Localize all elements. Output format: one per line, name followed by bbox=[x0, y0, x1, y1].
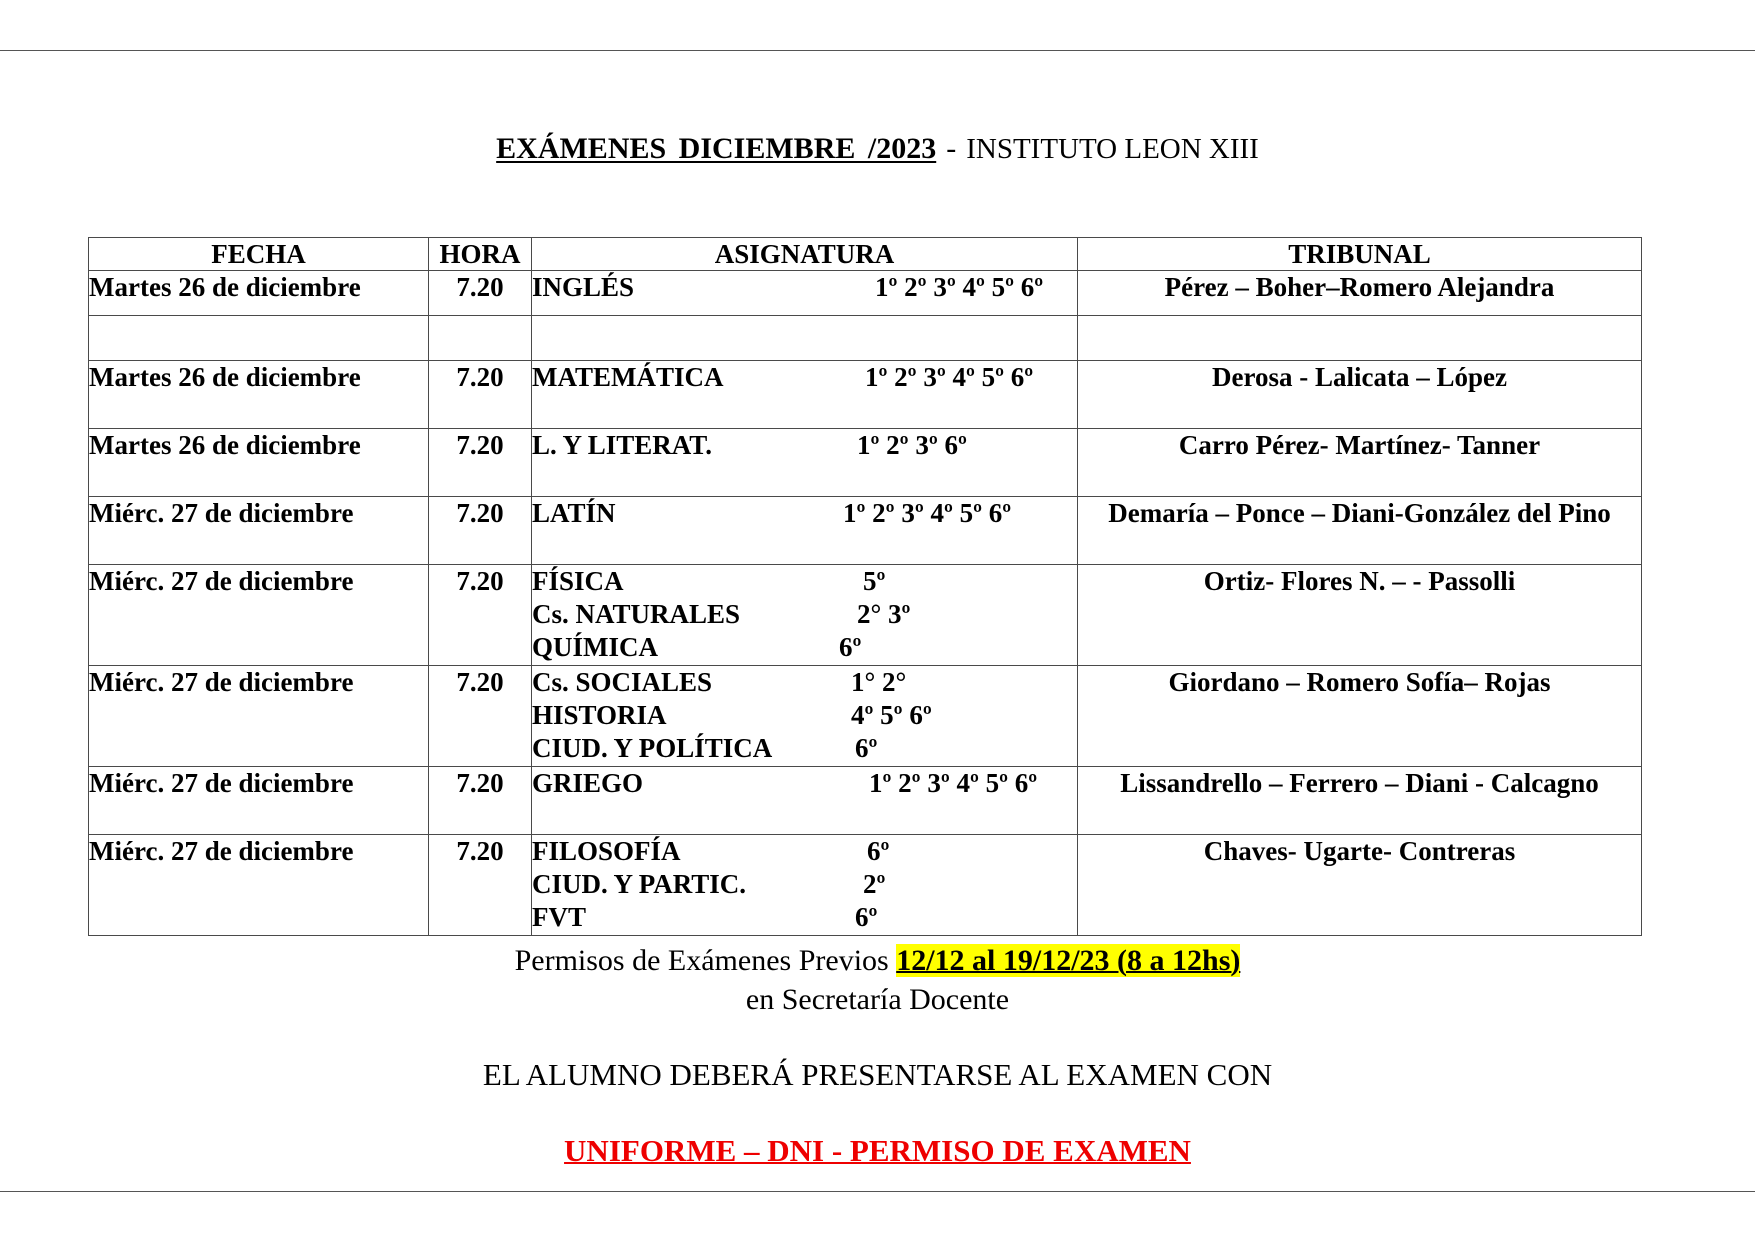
cell-hora: 7.20 bbox=[429, 271, 532, 316]
permits-location: en Secretaría Docente bbox=[745, 983, 1010, 1016]
subject-name: QUÍMICA bbox=[532, 632, 658, 662]
table-row bbox=[89, 497, 1642, 565]
top-rule bbox=[0, 50, 1755, 51]
institute-name: INSTITUTO LEON XIII bbox=[966, 133, 1259, 165]
cell-asignatura bbox=[532, 497, 1078, 565]
header-fecha: FECHA bbox=[89, 238, 429, 271]
cell-asignatura bbox=[532, 835, 1078, 936]
subject-years: 6º bbox=[839, 632, 862, 662]
subject-line bbox=[532, 271, 1077, 304]
subject-name: HISTORIA bbox=[532, 700, 667, 730]
cell-tribunal: Chaves- Ugarte- Contreras bbox=[1078, 835, 1642, 936]
cell-tribunal bbox=[1078, 316, 1642, 361]
table-row bbox=[89, 429, 1642, 497]
student-notice: EL ALUMNO DEBERÁ PRESENTARSE AL EXAMEN CON bbox=[482, 1057, 1273, 1092]
table-row bbox=[89, 565, 1642, 666]
subject-line bbox=[532, 666, 1077, 699]
subject-years: 6º bbox=[855, 733, 878, 763]
subject-line bbox=[532, 901, 1077, 934]
subject-years: 1º 2º 3º 6º bbox=[857, 430, 967, 460]
subject-line bbox=[532, 835, 1077, 868]
subject-name: INGLÉS bbox=[532, 272, 635, 302]
cell-hora: 7.20 bbox=[429, 767, 532, 835]
subject-years: 4º 5º 6º bbox=[851, 700, 932, 730]
cell-hora bbox=[429, 316, 532, 361]
cell-fecha: Miérc. 27 de diciembre bbox=[89, 767, 429, 835]
table-row bbox=[89, 271, 1642, 316]
cell-hora: 7.20 bbox=[429, 835, 532, 936]
subject-name: LATÍN bbox=[532, 498, 616, 528]
subject-line bbox=[532, 732, 1077, 765]
subject-name: FÍSICA bbox=[532, 566, 624, 596]
table-body bbox=[89, 271, 1642, 936]
cell-asignatura bbox=[532, 565, 1078, 666]
table-header-row bbox=[89, 238, 1642, 271]
subject-line bbox=[532, 868, 1077, 901]
subject-years: 2° 3º bbox=[857, 599, 911, 629]
title-main: EXÁMENES DICIEMBRE /2023 bbox=[496, 132, 937, 165]
cell-tribunal: Demaría – Ponce – Diani-González del Pino bbox=[1078, 497, 1642, 565]
subject-name: FILOSOFÍA bbox=[532, 836, 681, 866]
subject-years: 6º bbox=[855, 902, 878, 932]
subject-line bbox=[532, 565, 1077, 598]
table-row bbox=[89, 361, 1642, 429]
subject-line bbox=[532, 767, 1077, 800]
cell-asignatura bbox=[532, 429, 1078, 497]
cell-fecha: Miérc. 27 de diciembre bbox=[89, 565, 429, 666]
cell-fecha: Martes 26 de diciembre bbox=[89, 361, 429, 429]
table-row bbox=[89, 835, 1642, 936]
permits-text: Permisos de Exámenes Previos bbox=[514, 944, 889, 977]
subject-years: 1° 2° bbox=[851, 667, 907, 697]
cell-fecha: Martes 26 de diciembre bbox=[89, 429, 429, 497]
subject-line bbox=[532, 316, 1077, 349]
subject-years: 6º bbox=[867, 836, 890, 866]
cell-fecha: Martes 26 de diciembre bbox=[89, 271, 429, 316]
cell-tribunal: Carro Pérez- Martínez- Tanner bbox=[1078, 429, 1642, 497]
cell-fecha: Miérc. 27 de diciembre bbox=[89, 497, 429, 565]
subject-years: 1º 2º 3º 4º 5º 6º bbox=[875, 272, 1044, 302]
header-asignatura: ASIGNATURA bbox=[532, 238, 1078, 271]
header-hora: HORA bbox=[429, 238, 532, 271]
bottom-rule bbox=[0, 1191, 1755, 1192]
subject-years: 1º 2º 3º 4º 5º 6º bbox=[865, 362, 1034, 392]
subject-name: GRIEGO bbox=[532, 768, 644, 798]
cell-fecha: Miérc. 27 de diciembre bbox=[89, 835, 429, 936]
subject-line bbox=[532, 429, 1077, 462]
cell-asignatura bbox=[532, 271, 1078, 316]
table-row bbox=[89, 767, 1642, 835]
cell-asignatura bbox=[532, 767, 1078, 835]
cell-hora: 7.20 bbox=[429, 429, 532, 497]
subject-name: FVT bbox=[532, 902, 586, 932]
table-row bbox=[89, 316, 1642, 361]
subject-years: 2º bbox=[863, 869, 886, 899]
subject-line bbox=[532, 598, 1077, 631]
cell-hora: 7.20 bbox=[429, 565, 532, 666]
subject-years: 1º 2º 3º 4º 5º 6º bbox=[843, 498, 1012, 528]
subject-name: Cs. NATURALES bbox=[532, 599, 741, 629]
cell-tribunal: Derosa - Lalicata – López bbox=[1078, 361, 1642, 429]
cell-tribunal: Lissandrello – Ferrero – Diani - Calcagno bbox=[1078, 767, 1642, 835]
cell-tribunal: Giordano – Romero Sofía– Rojas bbox=[1078, 666, 1642, 767]
cell-fecha: Miérc. 27 de diciembre bbox=[89, 666, 429, 767]
title-separator: - bbox=[946, 132, 957, 165]
subject-name: L. Y LITERAT. bbox=[532, 430, 713, 460]
cell-asignatura bbox=[532, 666, 1078, 767]
cell-asignatura bbox=[532, 361, 1078, 429]
subject-name: CIUD. Y PARTIC. bbox=[532, 869, 747, 899]
subject-line bbox=[532, 497, 1077, 530]
cell-tribunal: Ortiz- Flores N. – - Passolli bbox=[1078, 565, 1642, 666]
subject-line bbox=[532, 631, 1077, 664]
cell-tribunal: Pérez – Boher–Romero Alejandra bbox=[1078, 271, 1642, 316]
permits-line bbox=[0, 942, 1755, 980]
page-title bbox=[0, 131, 1755, 167]
subject-name: Cs. SOCIALES bbox=[532, 667, 713, 697]
header-tribunal: TRIBUNAL bbox=[1078, 238, 1642, 271]
subject-years: 1º 2º 3º 4º 5º 6º bbox=[869, 768, 1038, 798]
permits-dates: 12/12 al 19/12/23 (8 a 12hs) bbox=[896, 944, 1241, 977]
subject-line bbox=[532, 361, 1077, 394]
exam-requirements: UNIFORME – DNI - PERMISO DE EXAMEN bbox=[564, 1133, 1191, 1168]
subject-years: 5º bbox=[863, 566, 886, 596]
exam-schedule-table bbox=[88, 237, 1642, 936]
table-row bbox=[89, 666, 1642, 767]
cell-asignatura bbox=[532, 316, 1078, 361]
cell-hora: 7.20 bbox=[429, 666, 532, 767]
cell-hora: 7.20 bbox=[429, 361, 532, 429]
subject-line bbox=[532, 699, 1077, 732]
cell-hora: 7.20 bbox=[429, 497, 532, 565]
subject-name: CIUD. Y POLÍTICA bbox=[532, 733, 773, 763]
cell-fecha bbox=[89, 316, 429, 361]
subject-name: MATEMÁTICA bbox=[532, 362, 724, 392]
